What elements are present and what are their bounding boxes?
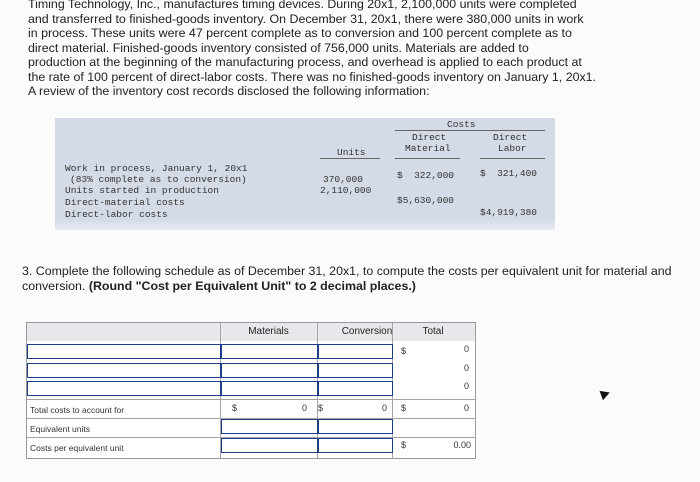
row-dl: $ 321,400 xyxy=(480,168,538,179)
costs-header: Costs xyxy=(447,119,476,130)
equivalent-units-label: Equivalent units xyxy=(30,424,91,434)
total-value-1: 0 xyxy=(463,344,469,354)
conversion-input-2[interactable] xyxy=(318,363,393,378)
intro-line: in process. These units were 47 percent complete as to conversion and 100 percent complete as to xyxy=(28,26,572,40)
row-units: 370,000 xyxy=(323,174,363,185)
row-dm: $ 322,000 xyxy=(397,170,455,181)
dl-rule xyxy=(480,158,545,159)
inventory-data-table xyxy=(55,118,555,230)
table-fade xyxy=(55,220,555,230)
materials-input-1[interactable] xyxy=(221,344,318,359)
total-costs-materials: 0 xyxy=(301,403,307,413)
intro-line: direct material. Finished-goods inventory consisted of 756,000 units. Materials are added to xyxy=(28,40,529,55)
row-units: 2,110,000 xyxy=(320,185,372,196)
intro-line: A review of the inventory cost records disclosed the following information: xyxy=(28,84,430,98)
currency-symbol: $ xyxy=(232,403,238,413)
col-direct-labor-2: Labor xyxy=(498,143,527,154)
conversion-input-3[interactable] xyxy=(318,381,393,396)
dm-rule xyxy=(395,158,460,159)
cost-per-unit-total: 0.00 xyxy=(453,440,471,450)
row-label-input-2[interactable] xyxy=(27,363,221,378)
intro-line: the rate of 100 percent of direct-labor costs. There was no finished-goods inventory on January 1, 20x1. xyxy=(28,69,597,84)
currency-symbol: $ xyxy=(401,403,407,413)
cost-per-unit-label: Costs per equivalent unit xyxy=(30,443,124,453)
col-units: Units xyxy=(337,147,366,158)
intro-line: production at the beginning of the manufacturing process, and overhead is applied to each product at xyxy=(28,55,582,69)
currency-symbol: $ xyxy=(318,403,324,413)
intro-line: Timing Technology, Inc., manufactures timing devices. During 20x1, 2,100,000 units were completed xyxy=(28,0,577,11)
currency-symbol: $ xyxy=(401,346,407,356)
row-label: Units started in production xyxy=(65,185,219,196)
total-value-3: 0 xyxy=(463,381,469,391)
total-costs-conversion: 0 xyxy=(381,403,387,413)
total-costs-label: Total costs to account for xyxy=(30,405,125,415)
col-direct-material-1: Direct xyxy=(412,132,447,143)
total-value-2: 0 xyxy=(463,363,469,373)
total-costs-total: 0 xyxy=(463,403,469,413)
row-label-input-3[interactable] xyxy=(27,381,221,396)
question-prompt xyxy=(22,264,700,294)
row-label: Direct-material costs xyxy=(65,197,185,208)
row-label: (83% complete as to conversion) xyxy=(70,174,247,185)
question-text: 3. Complete the following schedule as of December 31, 20x1, to compute the costs per equivalent unit for material and conversion. xyxy=(22,264,672,293)
row-label: Work in process, January 1, 20x1 xyxy=(65,163,248,174)
currency-symbol: $ xyxy=(401,440,407,450)
header-conversion: Conversion xyxy=(341,326,393,337)
row-label: Direct-labor costs xyxy=(65,209,168,220)
cost-per-unit-conversion-input[interactable] xyxy=(318,438,393,453)
row-divider xyxy=(27,399,475,400)
question-instruction: (Round "Cost per Equivalent Unit" to 2 decimal places.) xyxy=(88,279,416,293)
header-materials: Materials xyxy=(248,326,289,337)
row-dm: $5,630,000 xyxy=(397,195,455,206)
mouse-cursor-icon xyxy=(600,388,612,400)
row-label-input-1[interactable] xyxy=(27,344,221,359)
equivalent-units-materials-input[interactable] xyxy=(221,419,318,434)
equivalent-unit-schedule xyxy=(26,322,476,459)
header-total: Total xyxy=(422,326,444,337)
materials-input-3[interactable] xyxy=(221,381,318,396)
row-dl: $4,919,380 xyxy=(480,207,538,218)
costs-rule xyxy=(395,130,545,131)
equivalent-units-conversion-input[interactable] xyxy=(318,419,393,434)
problem-intro xyxy=(28,0,678,99)
col-direct-material-2: Material xyxy=(405,143,451,154)
intro-line: and transferred to finished-goods inventory. On December 31, 20x1, there were 380,000 units in work xyxy=(28,11,584,26)
conversion-input-1[interactable] xyxy=(318,344,393,359)
col-direct-labor-1: Direct xyxy=(493,132,528,143)
cost-per-unit-materials-input[interactable] xyxy=(221,438,318,453)
materials-input-2[interactable] xyxy=(221,363,318,378)
units-rule xyxy=(320,158,380,159)
